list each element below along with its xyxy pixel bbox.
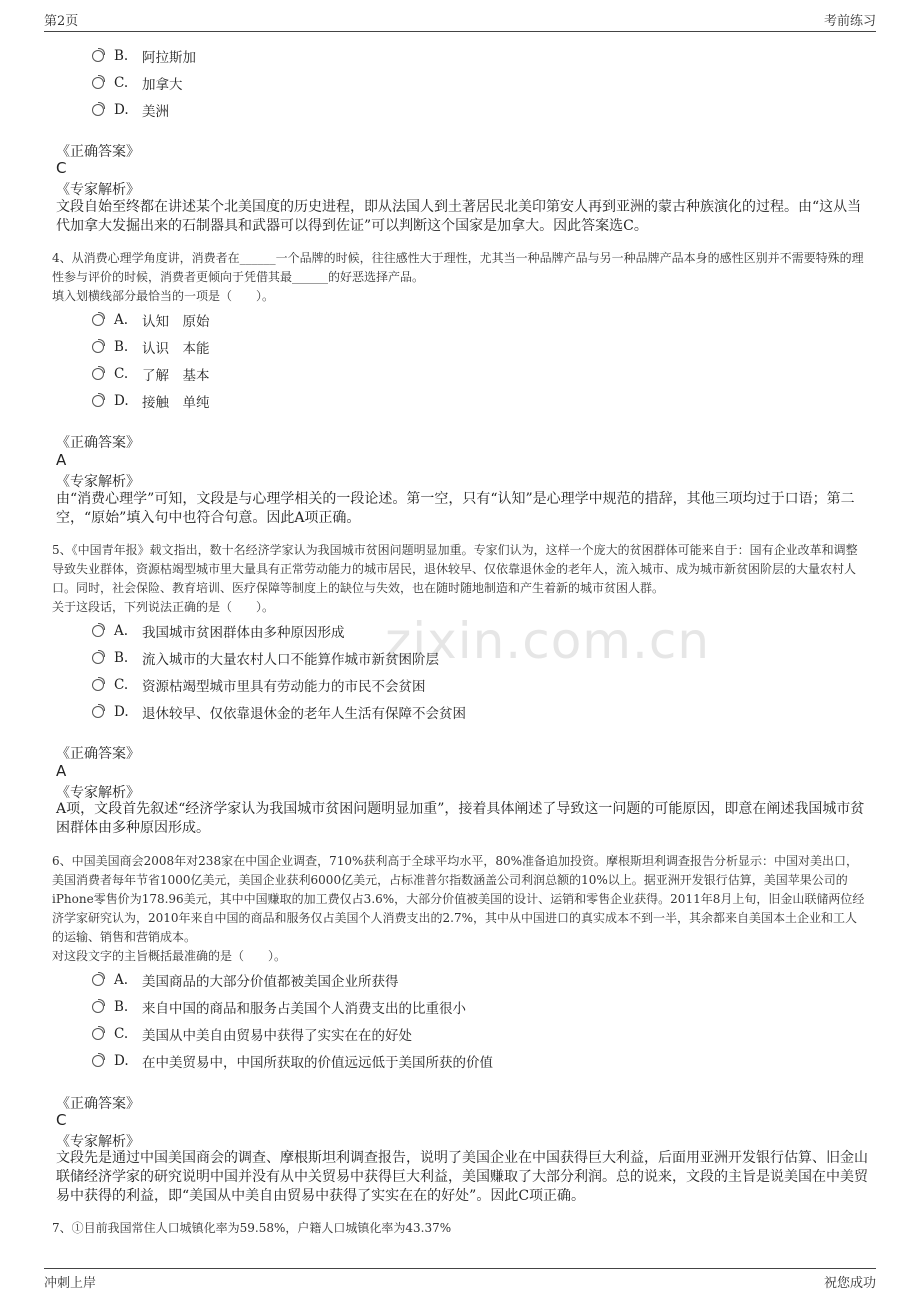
radio-icon[interactable] [92,395,104,407]
radio-icon[interactable] [92,104,104,116]
q5-option-a[interactable]: A. 我国城市贫困群体由多种原因形成 [92,621,345,641]
analysis-text: 文段先是通过中国美国商会的调查、摩根斯坦利调查报告，说明了美国企业在中国获得巨大利益，后面用亚洲开发银行估算、旧金山联储经济学家的研究说明中国并没有从中关贸易中获得巨大利益，美国赚取了大部分利润。总的说来，文段的主旨是说美国在中美贸易中获得的利益，即“美国从中美自由贸易中获得了实实在在的好处”。因此C项正确。 [56,1150,868,1204]
q6-option-a[interactable]: A. 美国商品的大部分价值都被美国企业所获得 [92,970,399,990]
radio-icon[interactable] [92,341,104,353]
radio-icon[interactable] [92,679,104,691]
question-prompt: 对这段文字的主旨概括最准确的是（ ）。 [52,949,287,963]
answer-label: 《正确答案》 [56,435,140,451]
question-5 [52,541,868,617]
watermark: zixin.com.cn [385,612,711,670]
q5-option-d[interactable]: D. 退休较早、仅依靠退休金的老年人生活有保障不会贫困 [92,702,466,722]
footer-divider [44,1268,876,1269]
answer-label: 《正确答案》 [56,144,140,160]
question-prompt: 填入划横线部分最恰当的一项是（ ）。 [52,289,275,303]
radio-icon[interactable] [92,1001,104,1013]
radio-icon[interactable] [92,706,104,718]
q6-option-d[interactable]: D. 在中美贸易中，中国所获取的价值远远低于美国所获的价值 [92,1051,493,1071]
question-6 [52,852,868,966]
analysis-text: 文段自始至终都在讲述某个北美国度的历史进程，即从法国人到土著居民北美印第安人再到亚洲的蒙古种族演化的过程。由“这从当代加拿大发掘出来的石制器具和武器可以得到佐证”可以判断这个国家是加拿大。因此答案选C。 [56,199,862,234]
answer-value: C [56,159,67,177]
header-title: 考前练习 [823,14,876,29]
analysis-text: 由“消费心理学”可知，文段是与心理学相关的一段论述。第一空，只有“认知”是心理学中规范的措辞，其他三项均过于口语；第二空，“原始”填入句中也符合句意。因此A项正确。 [56,491,855,526]
radio-icon[interactable] [92,50,104,62]
radio-icon[interactable] [92,1028,104,1040]
question-stem: 4、从消费心理学角度讲，消费者在______一个品牌的时候，往往感性大于理性，尤其当一种品牌产品与另一种品牌产品本身的感性区别并不需要特殊的理性参与评价的时候，消费者更倾向于凭借其最______的好恶选择产品。 [52,251,864,284]
answer-label: 《正确答案》 [56,1096,140,1112]
q4-option-c[interactable]: C. 了解 基本 [92,364,210,384]
page-number: 第2页 [44,14,79,29]
q3-option-c[interactable]: C. 加拿大 [92,73,183,93]
question-stem: 7、①目前我国常住人口城镇化率为59.58%，户籍人口城镇化率为43.37% [52,1221,452,1235]
analysis-label: 《专家解析》 [56,182,140,198]
question-stem: 6、中国美国商会2008年对238家在中国企业调查，710%获利高于全球平均水平，80%准备追加投资。摩根斯坦利调查报告分析显示：中国对美出口，美国消费者每年节省1000亿美元，美国企业获利6000亿美元，占标准普尔指数涵盖公司利润总额的10%以上。据亚洲开发银行估算，美国苹果公司的iPhone零售价为178.96美元，其中中国赚取的加工费仅占3.6%，大部分价值被美国的设计、运销和零售企业获得。2011年8月上旬，旧金山联储两位经济学家研究认为，2010年来自中国的商品和服务仅占美国个人消费支出的2.7%，其中从中国进口的真实成本不到一半，其余都来自美国本土企业和工人的运输、销售和营销成本。 [52,854,865,944]
analysis-label: 《专家解析》 [56,785,140,801]
q4-option-a[interactable]: A. 认知 原始 [92,310,210,330]
question-7 [52,1219,868,1238]
answer-value: A [56,762,67,780]
radio-icon[interactable] [92,368,104,380]
footer-right: 祝您成功 [823,1276,876,1291]
q6-option-b[interactable]: B. 来自中国的商品和服务占美国个人消费支出的比重很小 [92,997,466,1017]
q4-option-b[interactable]: B. 认识 本能 [92,337,210,357]
answer-value: A [56,451,67,469]
q5-option-b[interactable]: B. 流入城市的大量农村人口不能算作城市新贫困阶层 [92,648,439,668]
q4-option-d[interactable]: D. 接触 单纯 [92,391,210,411]
question-prompt: 关于这段话，下列说法正确的是（ ）。 [52,600,275,614]
radio-icon[interactable] [92,652,104,664]
header-divider [44,31,876,32]
analysis-label: 《专家解析》 [56,1134,140,1150]
q5-option-c[interactable]: C. 资源枯竭型城市里具有劳动能力的市民不会贫困 [92,675,426,695]
answer-value: C [56,1111,67,1129]
radio-icon[interactable] [92,314,104,326]
footer-left: 冲刺上岸 [44,1276,97,1291]
radio-icon[interactable] [92,625,104,637]
answer-label: 《正确答案》 [56,746,140,762]
radio-icon[interactable] [92,77,104,89]
question-4 [52,249,868,306]
radio-icon[interactable] [92,1055,104,1067]
analysis-label: 《专家解析》 [56,474,140,490]
q6-option-c[interactable]: C. 美国从中美自由贸易中获得了实实在在的好处 [92,1024,412,1044]
analysis-text: A项，文段首先叙述“经济学家认为我国城市贫困问题明显加重”，接着具体阐述了导致这一问题的可能原因，即意在阐述我国城市贫困群体由多种原因形成。 [56,801,865,836]
q3-option-d[interactable]: D. 美洲 [92,100,169,120]
q3-option-b[interactable]: B. 阿拉斯加 [92,46,196,66]
radio-icon[interactable] [92,974,104,986]
question-stem: 5、《中国青年报》载文指出，数十名经济学家认为我国城市贫困问题明显加重。专家们认为，这样一个庞大的贫困群体可能来自于：国有企业改革和调整导致失业群体，资源枯竭型城市里大量具有正常劳动能力的城市居民，退休较早、仅依靠退休金的老年人，流入城市、成为城市新贫困阶层的大量农村人口。同时，社会保险、教育培训、医疗保障等制度上的缺位与失效，也在随时随地制造和产生着新的城市贫困人群。 [52,543,858,595]
